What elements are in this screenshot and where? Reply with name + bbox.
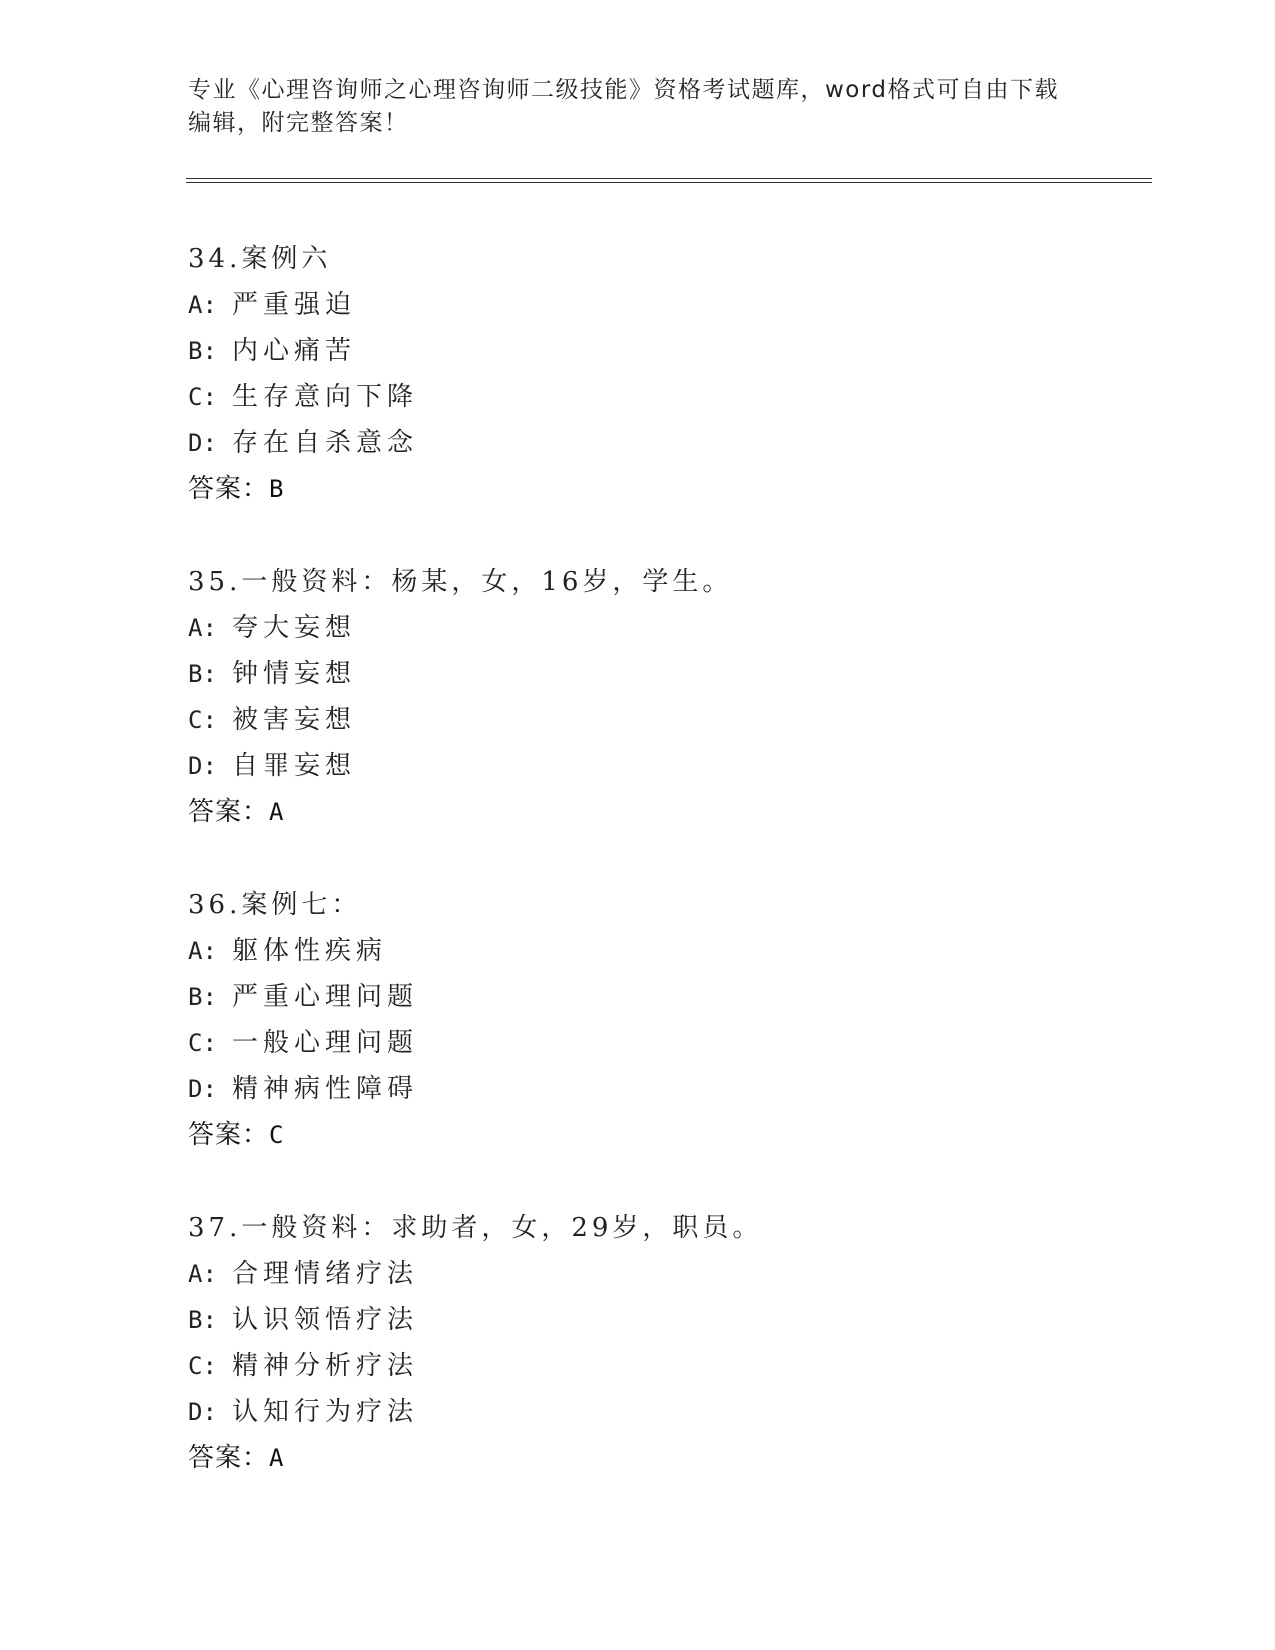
option-key: A: bbox=[188, 614, 217, 642]
option-key: B: bbox=[188, 1306, 217, 1334]
answer-label: 答案： bbox=[188, 797, 270, 827]
document-header bbox=[188, 74, 1068, 140]
question-item bbox=[188, 1205, 1088, 1481]
answer-value: A bbox=[269, 798, 284, 826]
header-divider-top bbox=[186, 178, 1152, 179]
answer-line bbox=[188, 1435, 1088, 1481]
option-d bbox=[188, 1389, 1088, 1435]
option-key: A: bbox=[188, 1260, 217, 1288]
option-key: C: bbox=[188, 383, 217, 411]
option-text: 被害妄想 bbox=[232, 705, 357, 735]
answer-value: B bbox=[269, 475, 284, 503]
header-line-2: 编辑，附完整答案！ bbox=[188, 110, 409, 136]
option-text: 自罪妄想 bbox=[232, 751, 357, 781]
option-text: 合理情绪疗法 bbox=[232, 1259, 419, 1289]
option-a bbox=[188, 928, 1088, 974]
answer-line bbox=[188, 789, 1088, 835]
option-text: 认识领悟疗法 bbox=[232, 1305, 419, 1335]
answer-line bbox=[188, 466, 1088, 512]
option-key: A: bbox=[188, 937, 217, 965]
option-a bbox=[188, 282, 1088, 328]
option-text: 精神病性障碍 bbox=[232, 1074, 419, 1104]
option-c bbox=[188, 1020, 1088, 1066]
option-d bbox=[188, 1066, 1088, 1112]
question-item bbox=[188, 882, 1088, 1158]
question-stem: 36.案例七： bbox=[188, 890, 362, 920]
option-text: 严重强迫 bbox=[232, 290, 357, 320]
option-text: 内心痛苦 bbox=[232, 336, 357, 366]
option-key: C: bbox=[188, 706, 217, 734]
question-stem: 37.一般资料：求助者，女，29岁，职员。 bbox=[188, 1213, 763, 1243]
option-b bbox=[188, 328, 1088, 374]
option-text: 生存意向下降 bbox=[232, 382, 419, 412]
option-text: 存在自杀意念 bbox=[232, 428, 419, 458]
option-text: 认知行为疗法 bbox=[232, 1397, 419, 1427]
option-text: 躯体性疾病 bbox=[232, 936, 388, 966]
question-item bbox=[188, 559, 1088, 835]
option-b bbox=[188, 651, 1088, 697]
question-item bbox=[188, 236, 1088, 512]
option-key: C: bbox=[188, 1352, 217, 1380]
option-b bbox=[188, 1297, 1088, 1343]
option-text: 严重心理问题 bbox=[232, 982, 419, 1012]
option-c bbox=[188, 1343, 1088, 1389]
option-d bbox=[188, 743, 1088, 789]
answer-value: C bbox=[269, 1121, 284, 1149]
option-key: D: bbox=[188, 1398, 217, 1426]
option-key: D: bbox=[188, 1075, 217, 1103]
option-text: 夸大妄想 bbox=[232, 613, 357, 643]
option-key: B: bbox=[188, 983, 217, 1011]
header-line-1: 专业《心理咨询师之心理咨询师二级技能》资格考试题库，word格式可自由下载 bbox=[188, 77, 1060, 103]
answer-value: A bbox=[269, 1444, 284, 1472]
question-list bbox=[188, 236, 1088, 1528]
question-stem: 34.案例六 bbox=[188, 244, 332, 274]
answer-label: 答案： bbox=[188, 1443, 270, 1473]
option-b bbox=[188, 974, 1088, 1020]
header-divider-bottom bbox=[186, 182, 1152, 183]
option-a bbox=[188, 1251, 1088, 1297]
option-key: B: bbox=[188, 660, 217, 688]
option-c bbox=[188, 374, 1088, 420]
option-text: 钟情妄想 bbox=[232, 659, 357, 689]
option-text: 一般心理问题 bbox=[232, 1028, 419, 1058]
option-key: A: bbox=[188, 291, 217, 319]
option-key: D: bbox=[188, 429, 217, 457]
option-d bbox=[188, 420, 1088, 466]
option-text: 精神分析疗法 bbox=[232, 1351, 419, 1381]
option-key: D: bbox=[188, 752, 217, 780]
question-stem: 35.一般资料：杨某，女，16岁，学生。 bbox=[188, 567, 733, 597]
answer-line bbox=[188, 1112, 1088, 1158]
option-c bbox=[188, 697, 1088, 743]
option-key: C: bbox=[188, 1029, 217, 1057]
option-a bbox=[188, 605, 1088, 651]
answer-label: 答案： bbox=[188, 474, 270, 504]
option-key: B: bbox=[188, 337, 217, 365]
answer-label: 答案： bbox=[188, 1120, 270, 1150]
